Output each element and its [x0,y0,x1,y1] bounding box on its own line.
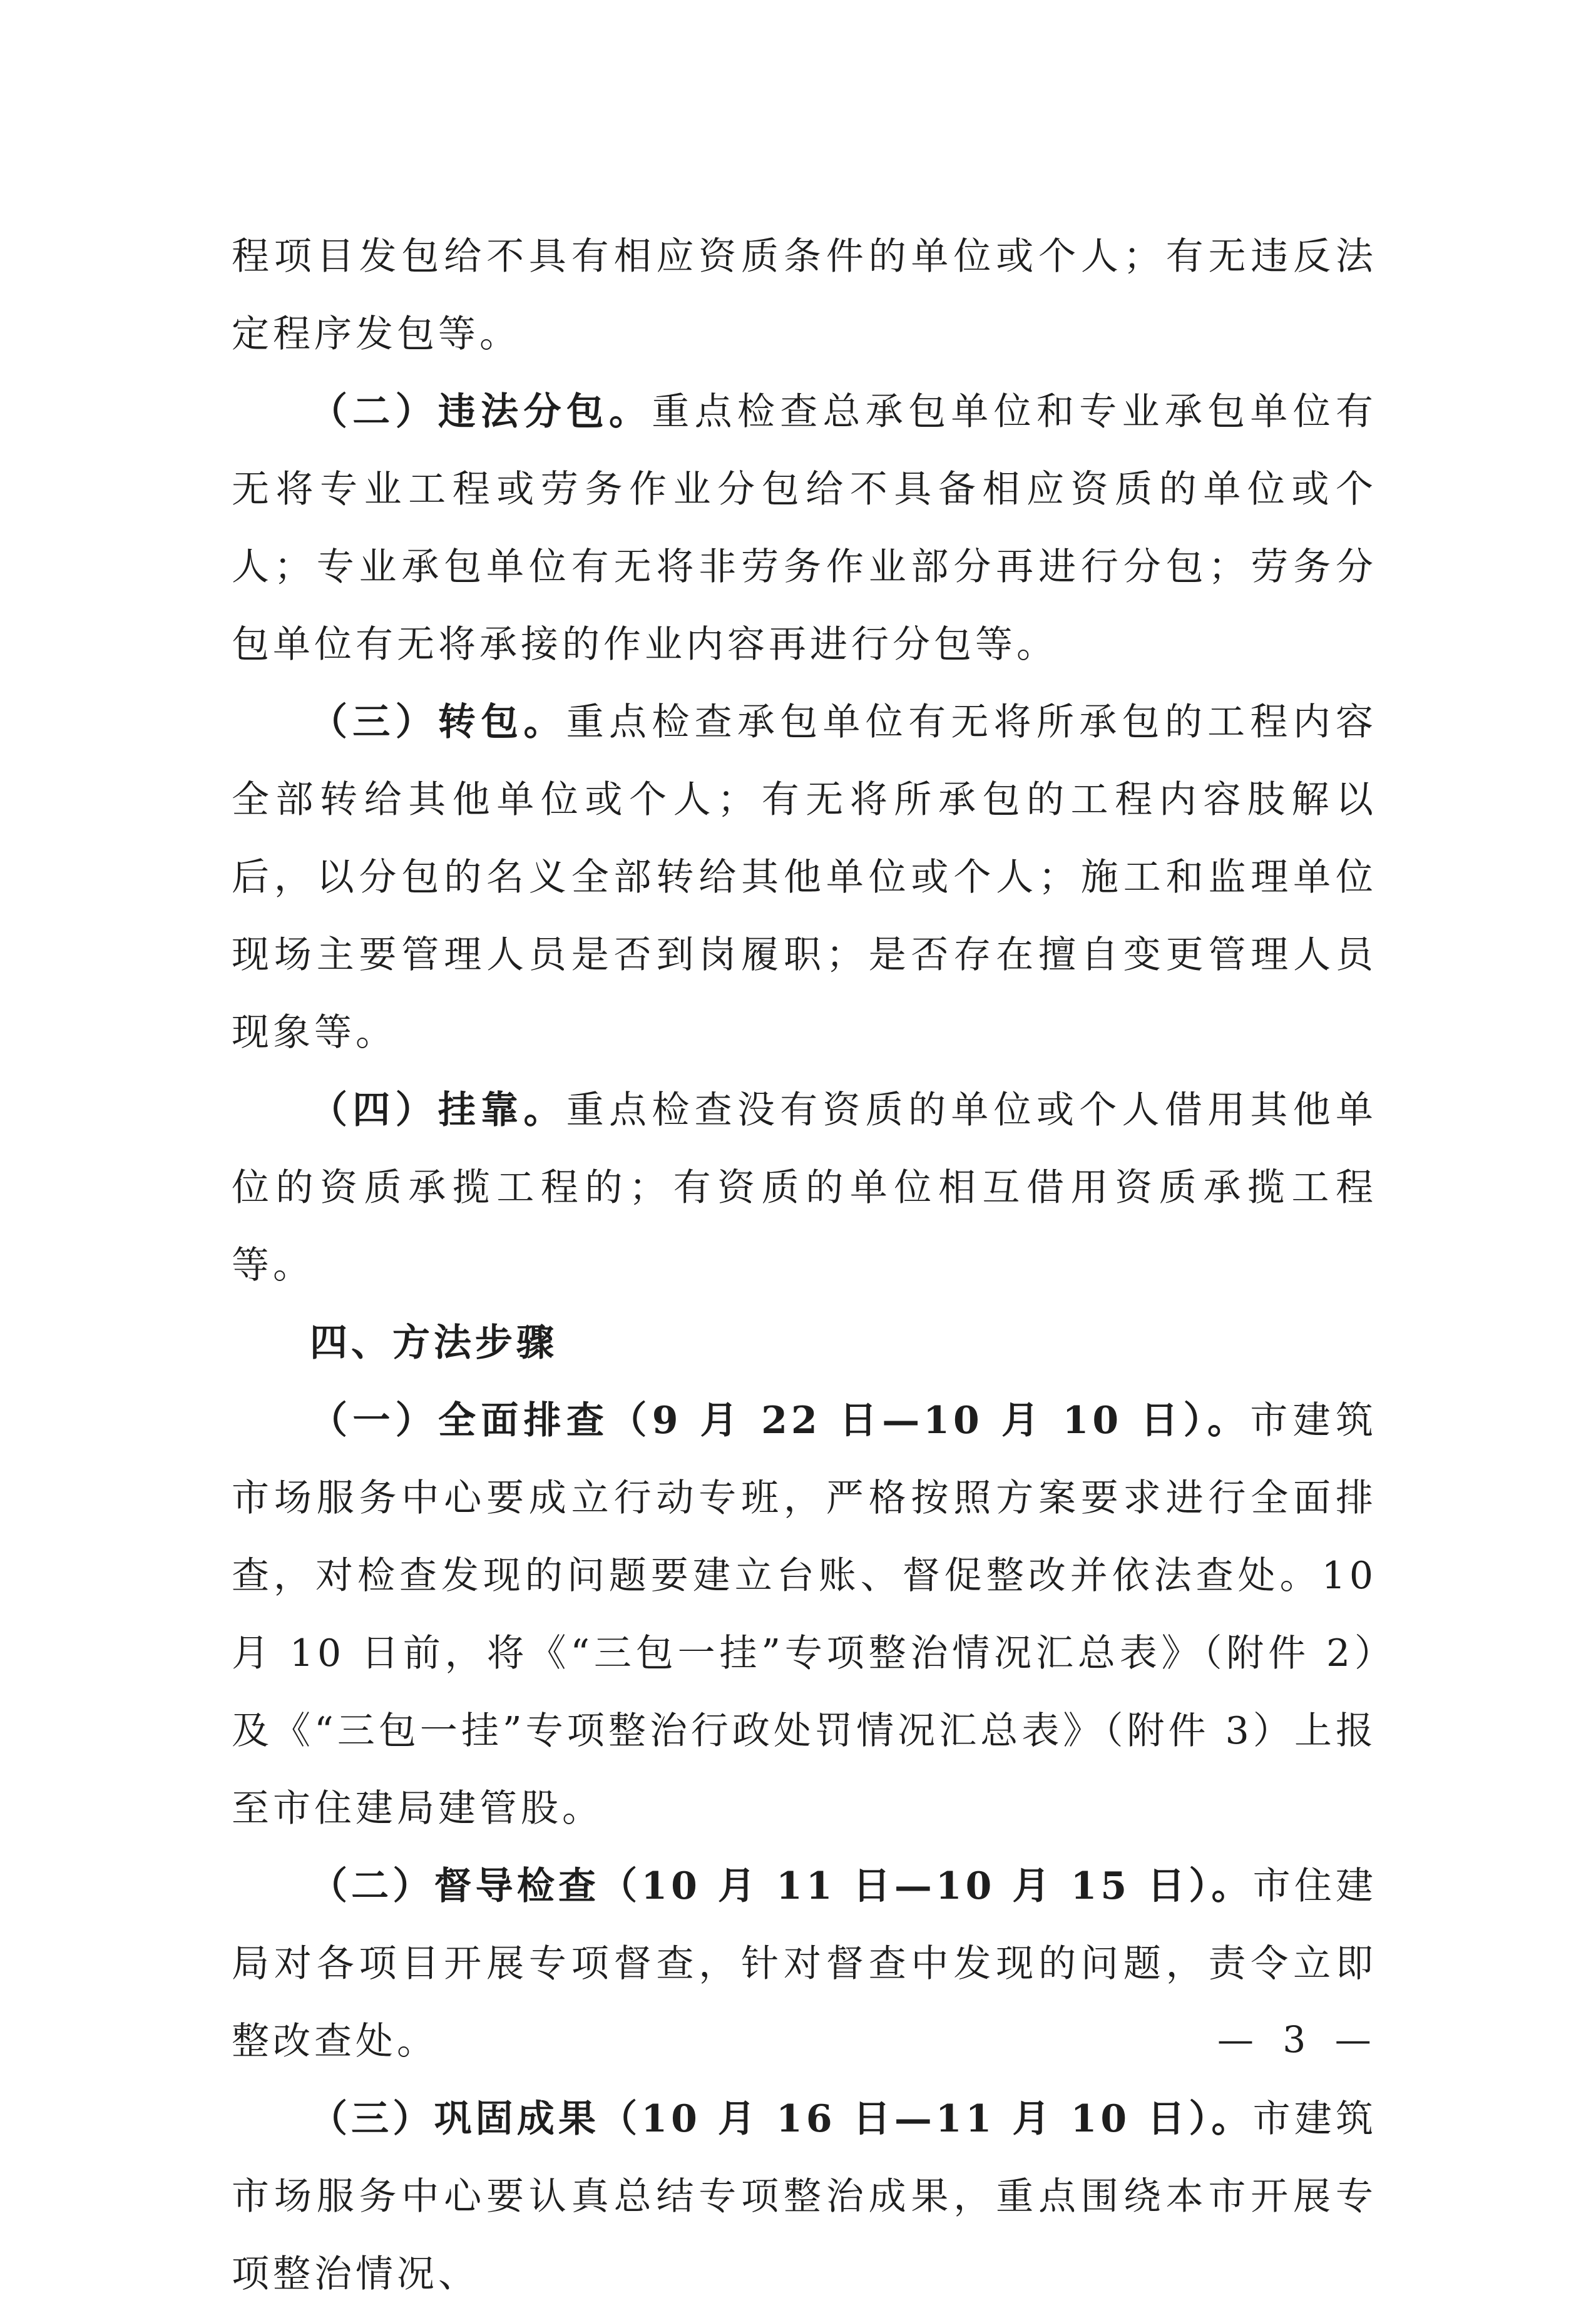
step-lead: （一）全面排查（9 月 22 日—10 月 10 日）。 [310,1399,1251,1442]
paragraph-text: 重点检查没有资质的单位或个人借用其他单位的资质承揽工程的；有资质的单位相互借用资质承揽工程等。 [232,1088,1377,1287]
step-text: 市建筑市场服务中心要认真总结专项整治成果，重点围绕本市开展专项整治情况、 [232,2097,1377,2296]
document-page [232,218,1377,2313]
paragraph-text: 重点检查总承包单位和专业承包单位有无将专业工程或劳务作业分包给不具备相应资质的单位或个人；专业承包单位有无将非劳务作业部分再进行分包；劳务分包单位有无将承接的作业内容再进行分包等。 [232,390,1378,666]
step-supervision-check [232,1847,1377,2080]
paragraph-lead: （四）挂靠。 [310,1088,566,1132]
page-number: — 3 — [1217,2018,1380,2061]
paragraph-text: 程项目发包给不具有相应资质条件的单位或个人；有无违反法定程序发包等。 [232,235,1377,356]
paragraph-affiliation [232,1071,1377,1304]
paragraph-continuation [232,218,1377,373]
paragraph-illegal-subcontracting [232,373,1377,683]
step-lead: （三）巩固成果（10 月 16 日—11 月 10 日）。 [310,2097,1253,2141]
step-text: 市建筑市场服务中心要成立行动专班，严格按照方案要求进行全面排查，对检查发现的问题要建立台账、督促整改并依法查处。10 月 10 日前，将《“三包一挂”专项整治情况汇总表》（附件 2）及《“三包一挂”专项整治行政处罚情况汇总表》（附件 3）上报至市住建局建管股。 [232,1399,1378,1830]
step-text: 市住建局对各项目开展专项督查，针对督查中发现的问题，责令立即整改查处。 [232,1864,1377,2063]
paragraph-text: 重点检查承包单位有无将所承包的工程内容全部转给其他单位或个人；有无将所承包的工程内容肢解以后，以分包的名义全部转给其他单位或个人；施工和监理单位现场主要管理人员是否到岗履职；是否存在擅自变更管理人员现象等。 [232,700,1377,1054]
step-lead: （二）督导检查（10 月 11 日—10 月 15 日）。 [310,1864,1253,1908]
step-comprehensive-inspection [232,1382,1377,1847]
section-heading: 四、方法步骤 [310,1321,558,1365]
paragraph-transfer-contracting [232,683,1377,1071]
step-consolidate-results [232,2080,1377,2313]
paragraph-lead: （三）转包。 [310,700,566,744]
paragraph-lead: （二）违法分包。 [310,390,652,434]
